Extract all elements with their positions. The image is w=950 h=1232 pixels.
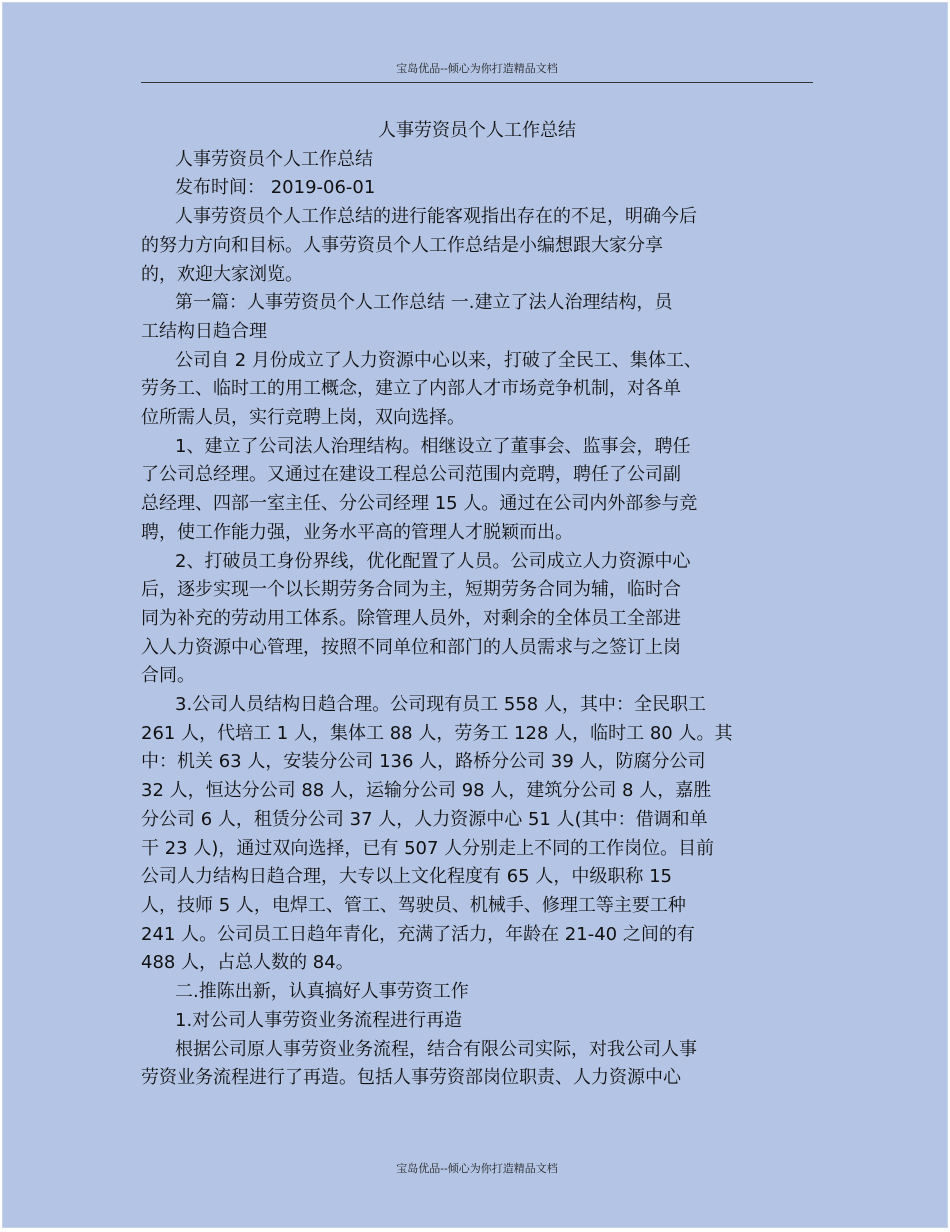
- document-body: [141, 117, 813, 1093]
- document-title: 人事劳资员个人工作总结: [378, 120, 576, 141]
- text-line: 劳务工、临时工的用工概念，建立了内部人才市场竞争机制，对各单: [141, 378, 681, 400]
- text-line: 公司自 2 月份成立了人力资源中心以来，打破了全民工、集体工、: [175, 349, 702, 371]
- text-line: 人事劳资员个人工作总结的进行能客观指出存在的不足，明确今后: [175, 206, 697, 228]
- text-line: 的努力方向和目标。人事劳资员个人工作总结是小编想跟大家分享: [141, 234, 663, 256]
- text-line: 合同。: [141, 665, 195, 687]
- text-line: 总经理、四部一室主任、分公司经理 15 人。通过在公司内外部参与竞: [141, 493, 698, 515]
- page-header: 宝岛优品--倾心为你打造精品文档: [141, 61, 813, 83]
- text-line: 了公司总经理。又通过在建设工程总公司范围内竞聘，聘任了公司副: [141, 464, 681, 486]
- document-page: [2, 2, 948, 1228]
- text-line: 3.公司人员结构日趋合理。公司现有员工 558 人，其中：全民职工: [175, 694, 706, 716]
- text-line: 第一篇：人事劳资员个人工作总结 一.建立了法人治理结构，员: [175, 292, 673, 314]
- text-line: 1、建立了公司法人治理结构。相继设立了董事会、监事会，聘任: [175, 435, 691, 457]
- text-line: 发布时间： 2019-06-01: [175, 177, 376, 199]
- text-line: 入人力资源中心管理，按照不同单位和部门的人员需求与之签订上岗: [141, 636, 681, 658]
- text-line: 分公司 6 人，租赁分公司 37 人，人力资源中心 51 人(其中：借调和单: [141, 808, 708, 830]
- text-line: 2、打破员工身份界线，优化配置了人员。公司成立人力资源中心: [175, 550, 691, 572]
- text-line: 聘，使工作能力强，业务水平高的管理人才脱颖而出。: [141, 521, 573, 543]
- text-line: 位所需人员，实行竞聘上岗，双向选择。: [141, 407, 465, 429]
- text-line: 工结构日趋合理: [141, 320, 267, 342]
- text-line: 公司人力结构日趋合理，大专以上文化程度有 65 人，中级职称 15: [141, 866, 672, 888]
- text-line: 二.推陈出新，认真搞好人事劳资工作: [175, 981, 469, 1003]
- page-footer: 宝岛优品--倾心为你打造精品文档: [396, 1162, 558, 1175]
- text-line: 中：机关 63 人，安装分公司 136 人，路桥分公司 39 人，防腐分公司: [141, 751, 706, 773]
- text-line: 32 人，恒达分公司 88 人，运输分公司 98 人，建筑分公司 8 人，嘉胜: [141, 780, 712, 802]
- text-line: 的，欢迎大家浏览。: [141, 263, 303, 285]
- text-line: 1.对公司人事劳资业务流程进行再造: [175, 1009, 463, 1031]
- text-line: 241 人。公司员工日趋年青化，充满了活力，年龄在 21-40 之间的有: [141, 923, 695, 945]
- text-line: 后，逐步实现一个以长期劳务合同为主，短期劳务合同为辅，临时合: [141, 579, 681, 601]
- text-line: 根据公司原人事劳资业务流程，结合有限公司实际，对我公司人事: [175, 1038, 697, 1060]
- text-line: 同为补充的劳动用工体系。除管理人员外，对剩余的全体员工全部进: [141, 607, 681, 629]
- text-line: 488 人，占总人数的 84。: [141, 952, 354, 974]
- text-line: 261 人，代培工 1 人，集体工 88 人，劳务工 128 人，临时工 80 人。其: [141, 722, 733, 744]
- text-line: 干 23 人)，通过双向选择，已有 507 人分别走上不同的工作岗位。目前: [141, 837, 715, 859]
- text-line: 人事劳资员个人工作总结: [175, 148, 373, 170]
- text-line: 劳资业务流程进行了再造。包括人事劳资部岗位职责、人力资源中心: [141, 1067, 681, 1089]
- document-lines: [141, 146, 813, 1093]
- text-line: 人，技师 5 人，电焊工、管工、驾驶员、机械手、修理工等主要工种: [141, 894, 686, 916]
